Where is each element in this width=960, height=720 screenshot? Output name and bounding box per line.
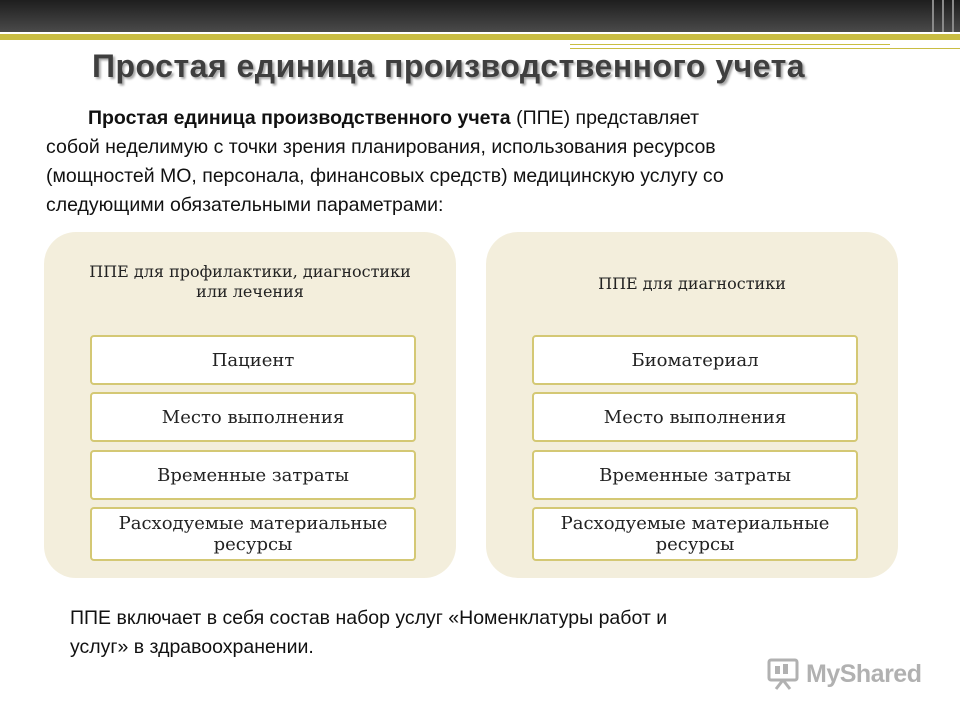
bottom-note-line: ППЕ включает в себя состав набор услуг «Номенклатуры работ и	[70, 607, 668, 629]
panel-heading	[496, 274, 888, 294]
parameter-label: Место выполнения	[161, 406, 345, 428]
parameter-box-patient	[90, 335, 416, 385]
panel-heading	[54, 262, 446, 302]
parameter-box-biomaterial	[532, 335, 858, 385]
parameter-label: Место выполнения	[603, 406, 787, 428]
parameter-box-location	[90, 392, 416, 442]
parameter-label: Временные затраты	[157, 464, 349, 486]
panel-heading-line: ППЕ для диагностики	[598, 274, 786, 293]
parameter-label: Расходуемые материальные	[560, 513, 830, 534]
parameter-label: ресурсы	[655, 534, 735, 555]
slide-title: Простая единица производственного учета	[92, 48, 806, 84]
parameter-label: ресурсы	[213, 534, 293, 555]
parameter-label: Временные затраты	[599, 464, 791, 486]
parameter-label: Пациент	[211, 349, 295, 371]
panel-heading-line: ППЕ для профилактики, диагностики	[89, 262, 411, 281]
bottom-note-line: услуг» в здравоохранении.	[70, 636, 314, 658]
panel-treatment	[44, 232, 456, 578]
panel-heading-line: или лечения	[196, 282, 304, 301]
intro-paragraph	[46, 104, 906, 220]
intro-text: (мощностей МО, персонала, финансовых средств) медицинскую услугу со	[46, 165, 724, 187]
presentation-board-icon	[766, 657, 800, 691]
parameter-label: Биоматериал	[631, 349, 759, 371]
bottom-note	[70, 604, 870, 662]
top-bar-decoration	[932, 0, 954, 32]
intro-term: Простая единица производственного учета	[88, 107, 511, 129]
top-bar	[0, 0, 960, 32]
parameter-box-time	[90, 450, 416, 500]
watermark	[766, 656, 921, 692]
intro-text: следующими обязательными параметрами:	[46, 194, 444, 216]
parameter-box-time	[532, 450, 858, 500]
intro-text: собой неделимую с точки зрения планирования, использования ресурсов	[46, 136, 716, 158]
parameter-box-materials	[532, 507, 858, 561]
accent-stripe	[0, 34, 960, 40]
intro-text: (ППЕ) представляет	[510, 107, 700, 129]
parameter-box-location	[532, 392, 858, 442]
parameter-box-materials	[90, 507, 416, 561]
accent-line	[570, 44, 890, 45]
watermark-text: MyShared	[806, 659, 922, 688]
panel-diagnostics	[486, 232, 898, 578]
parameter-label: Расходуемые материальные	[118, 513, 388, 534]
